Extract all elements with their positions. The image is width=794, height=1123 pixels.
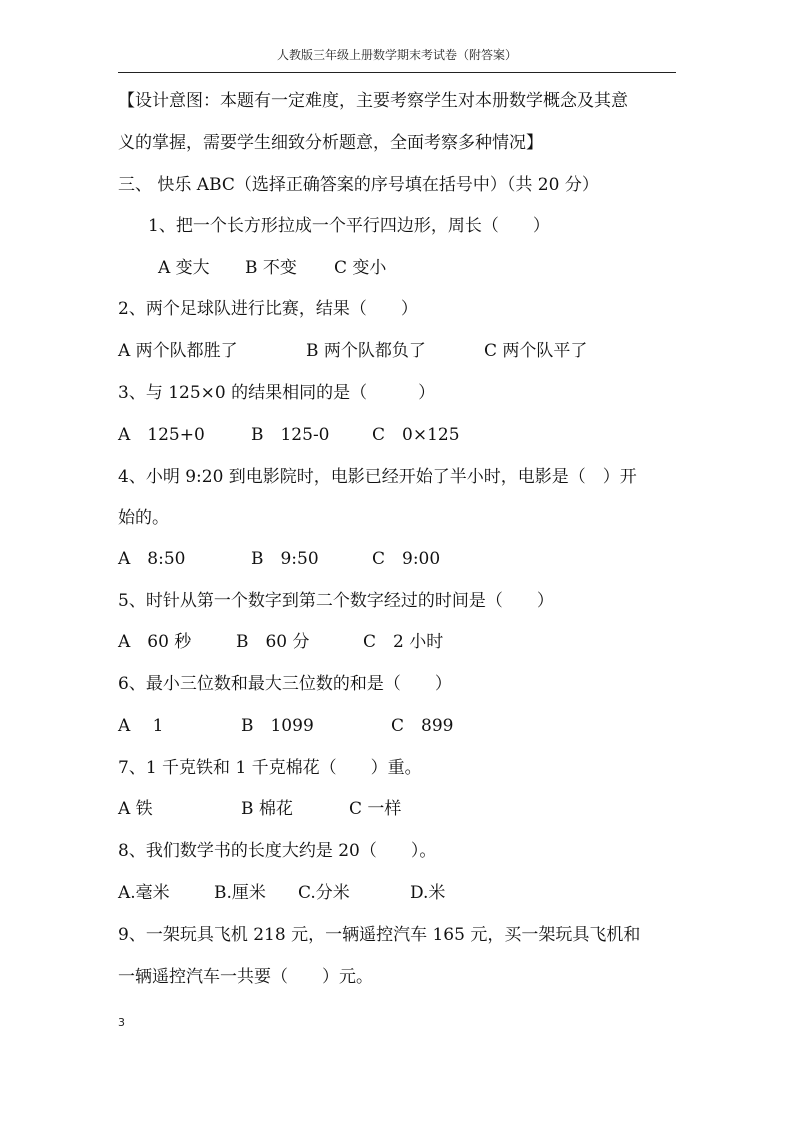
option-a: A 变大: [158, 258, 210, 278]
option-a: A 125+0: [118, 425, 205, 445]
option-c: C 两个队平了: [484, 341, 588, 361]
page-header: 人教版三年级上册数学期末考试卷（附答案）: [276, 48, 517, 62]
option-c: C 一样: [349, 799, 402, 819]
option-b: B 9:50: [251, 549, 319, 569]
question-1-stem: 1、把一个长方形拉成一个平行四边形，周长（ ）: [148, 216, 550, 236]
question-4-stem-line-1: 4、小明 9:20 到电影院时，电影已经开始了半小时，电影是（ ）开: [118, 467, 637, 487]
question-5-stem: 5、时针从第一个数字到第二个数字经过的时间是（ ）: [118, 591, 554, 611]
option-b: B 60 分: [236, 632, 310, 652]
option-a: A 铁: [118, 799, 153, 819]
option-c: C 2 小时: [363, 632, 444, 652]
option-c: C 变小: [334, 258, 387, 278]
question-8-stem: 8、我们数学书的长度大约是 20（ ）。: [118, 841, 437, 861]
section-title: 三、 快乐 ABC（选择正确答案的序号填在括号中）（共 20 分）: [118, 175, 599, 195]
option-d: D.米: [410, 883, 446, 903]
option-a: A.毫米: [118, 883, 170, 903]
question-9-stem-line-2: 一辆遥控汽车一共要（ ）元。: [118, 967, 373, 987]
option-b: B 125-0: [251, 425, 330, 445]
option-b: B 1099: [241, 716, 314, 736]
option-b: B 两个队都负了: [306, 341, 426, 361]
option-a: A 8:50: [118, 549, 186, 569]
question-4-stem-line-2: 始的。: [118, 508, 169, 528]
option-b: B.厘米: [214, 883, 266, 903]
design-intent-line-2: 义的掌握，需要学生细致分析题意，全面考察多种情况】: [118, 133, 543, 153]
option-b: B 不变: [245, 258, 297, 278]
question-9-stem-line-1: 9、一架玩具飞机 218 元，一辆遥控汽车 165 元，买一架玩具飞机和: [118, 925, 641, 945]
question-2-stem: 2、两个足球队进行比赛，结果（ ）: [118, 299, 418, 319]
option-a: A 60 秒: [118, 632, 192, 652]
question-3-stem: 3、与 125×0 的结果相同的是（ ）: [118, 383, 436, 403]
design-intent-line-1: 【设计意图：本题有一定难度，主要考察学生对本册数学概念及其意: [118, 91, 628, 111]
option-c: C 899: [391, 716, 454, 736]
option-a: A 两个队都胜了: [118, 341, 238, 361]
option-a: A 1: [118, 716, 164, 736]
question-6-stem: 6、最小三位数和最大三位数的和是（ ）: [118, 674, 452, 694]
header-rule: [118, 72, 676, 73]
page-number: 3: [118, 1016, 125, 1029]
option-c: C 9:00: [372, 549, 441, 569]
option-b: B 棉花: [241, 799, 293, 819]
option-c: C.分米: [298, 883, 350, 903]
question-7-stem: 7、1 千克铁和 1 千克棉花（ ）重。: [118, 758, 422, 778]
option-c: C 0×125: [372, 425, 460, 445]
